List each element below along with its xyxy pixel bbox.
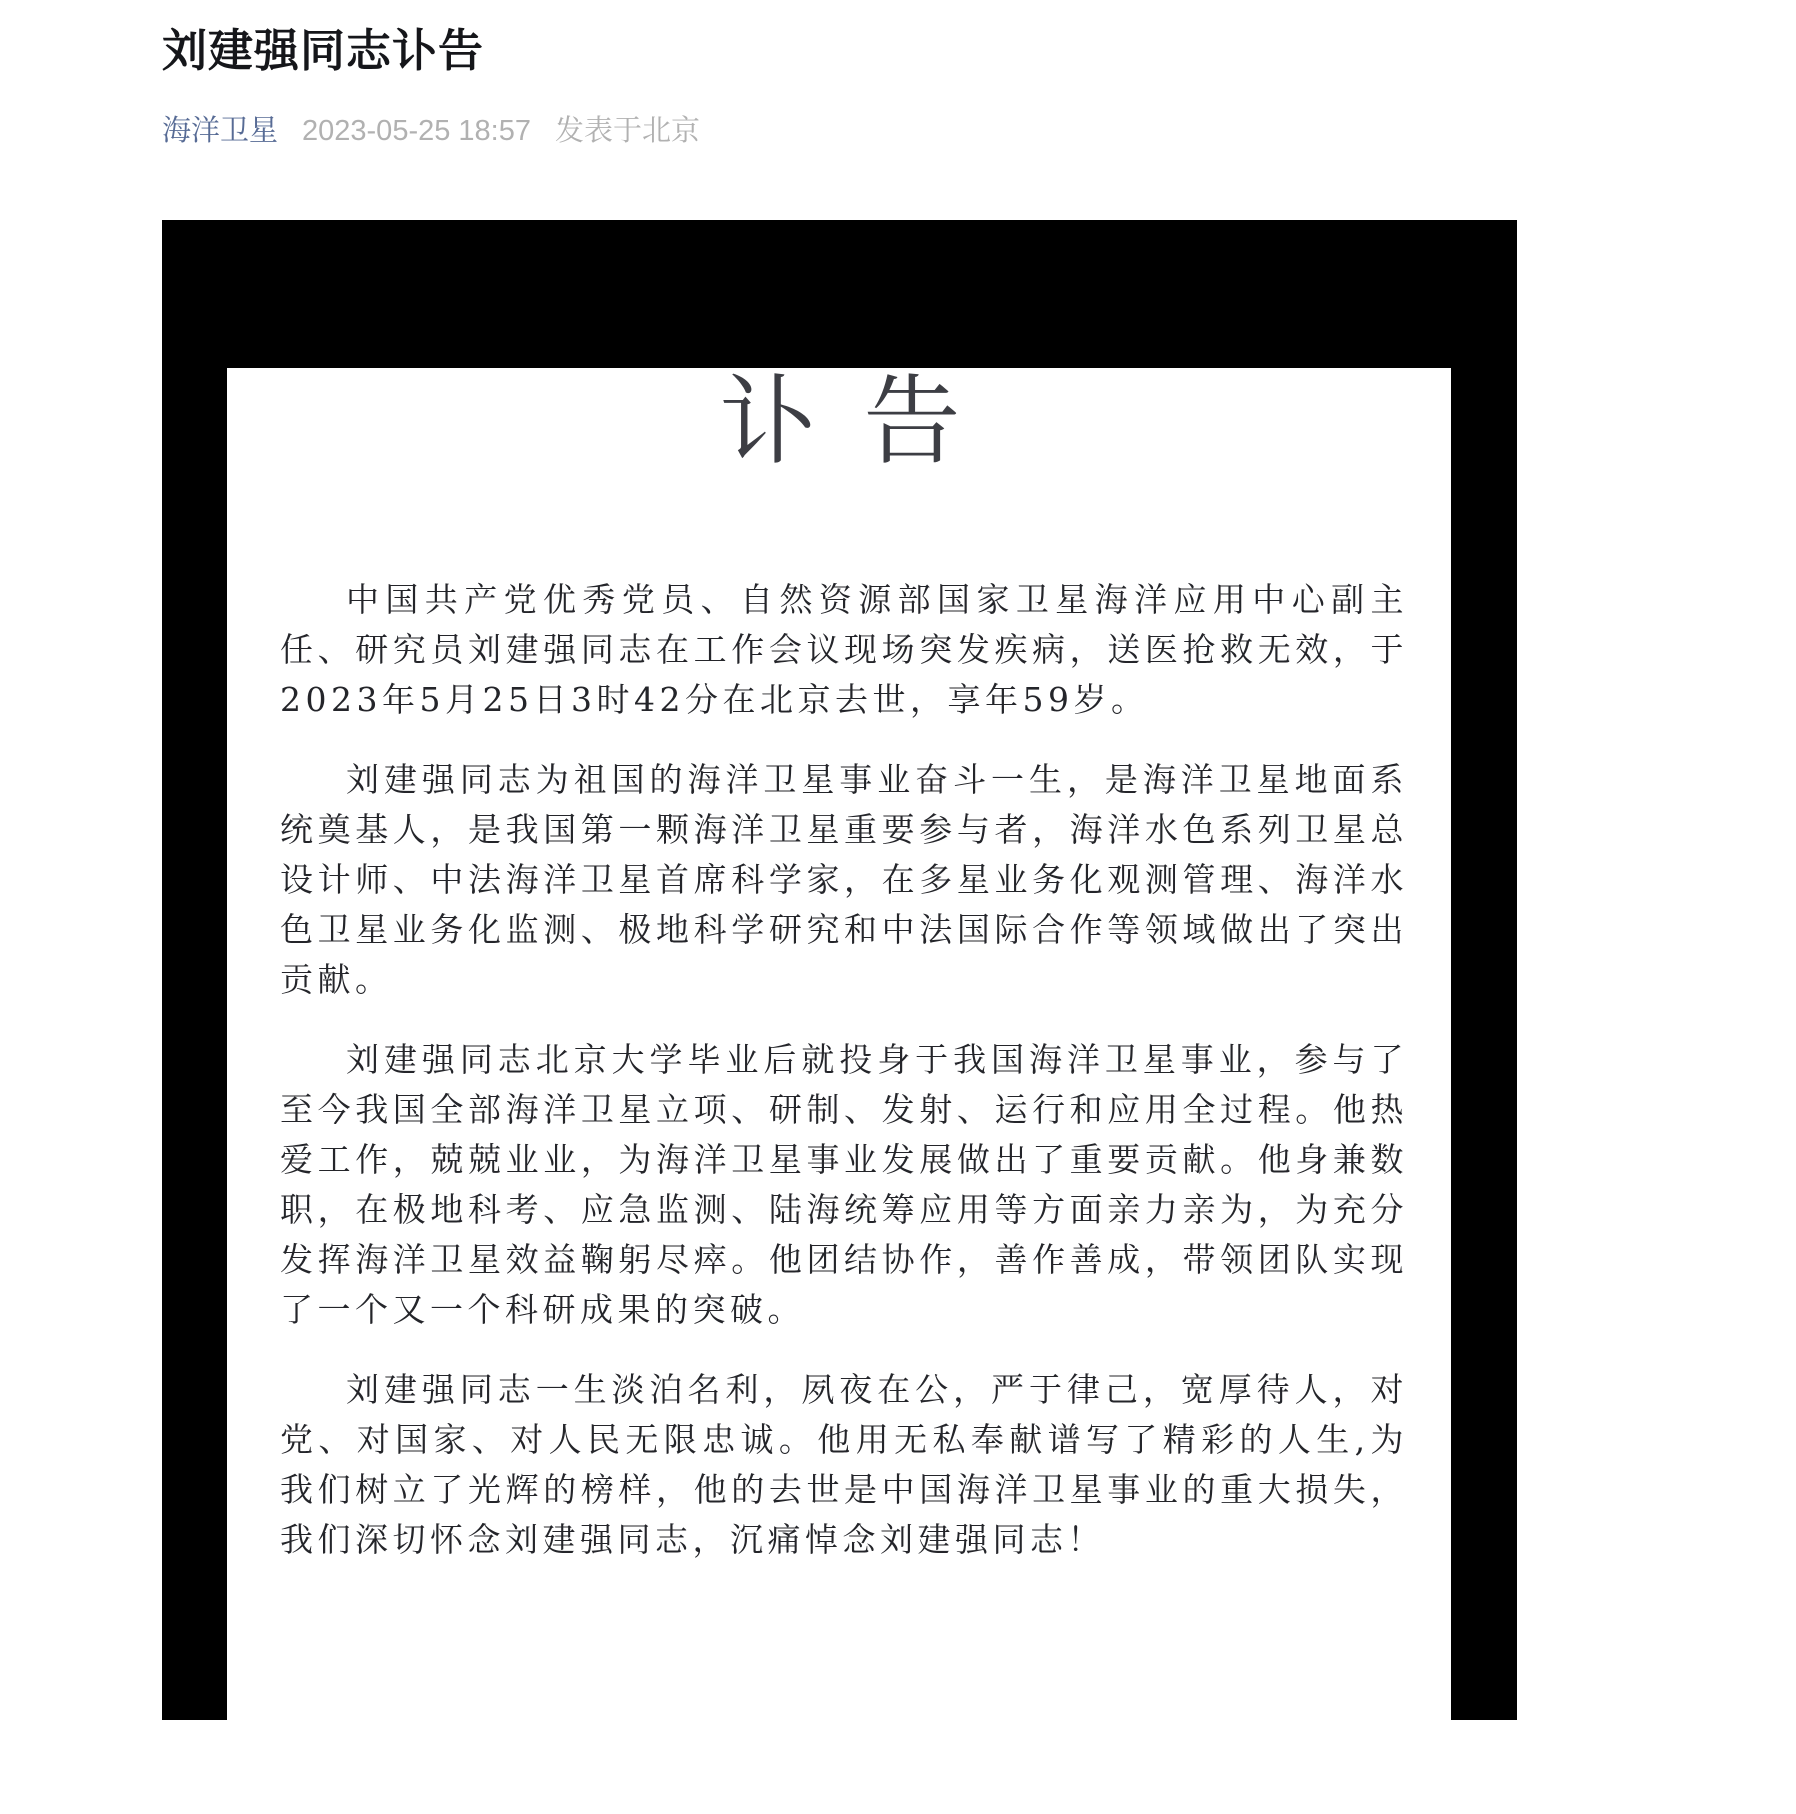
obituary-paragraph-1: 中国共产党优秀党员、自然资源部国家卫星海洋应用中心副主任、研究员刘建强同志在工作会议现场突发疾病，送医抢救无效，于2023年5月25日3时42分在北京去世，享年59岁。 [280,580,1408,719]
publish-time: 2023-05-25 18:57 [302,115,531,147]
publish-location: 发表于北京 [555,115,701,147]
obituary-document [227,365,1451,1814]
obituary-paragraph-4: 刘建强同志一生淡泊名利，夙夜在公，严于律己，宽厚待人，对党、对国家、对人民无限忠诚。他用无私奉献谱写了精彩的人生,为我们树立了光辉的榜样，他的去世是中国海洋卫星事业的重大损失，我们深切怀念刘建强同志，沉痛悼念刘建强同志！ [280,1370,1408,1559]
account-name-link[interactable]: 海洋卫星 [162,115,279,147]
obituary-heading: 讣 告 [719,365,969,478]
article-title: 刘建强同志讣告 [162,25,485,76]
obituary-image[interactable] [162,220,1517,1720]
obituary-paragraph-2: 刘建强同志为祖国的海洋卫星事业奋斗一生，是海洋卫星地面系统奠基人，是我国第一颗海洋卫星重要参与者，海洋水色系列卫星总设计师、中法海洋卫星首席科学家，在多星业务化观测管理、海洋水色卫星业务化监测、极地科学研究和中法国际合作等领域做出了突出贡献。 [280,760,1408,999]
article-meta [162,112,700,150]
obituary-paragraph-3: 刘建强同志北京大学毕业后就投身于我国海洋卫星事业，参与了至今我国全部海洋卫星立项、研制、发射、运行和应用全过程。他热爱工作，兢兢业业，为海洋卫星事业发展做出了重要贡献。他身兼数职，在极地科考、应急监测、陆海统筹应用等方面亲力亲为，为充分发挥海洋卫星效益鞠躬尽瘁。他团结协作，善作善成，带领团队实现了一个又一个科研成果的突破。 [280,1040,1408,1329]
